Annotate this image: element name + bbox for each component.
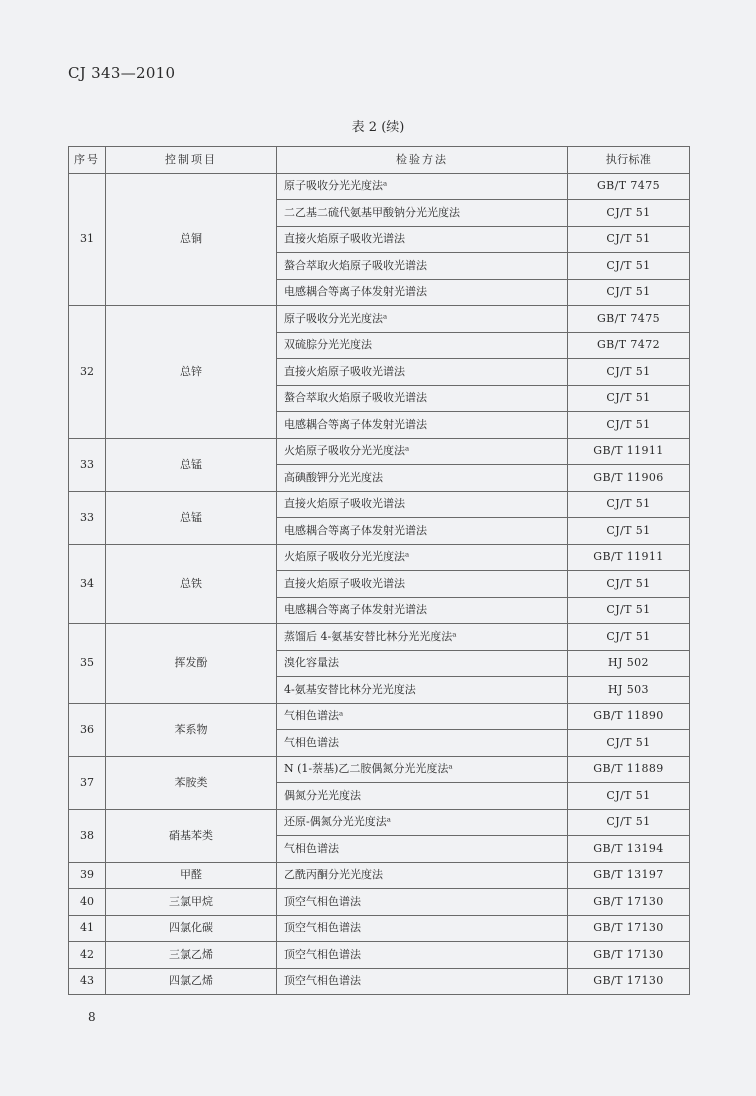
cell-standard: GB/T 7475 [568,173,690,200]
table-row [69,173,690,200]
cell-test-method: 气相色谱法 [277,730,568,757]
cell-number: 31 [69,173,106,306]
table-row [69,306,690,333]
cell-number: 42 [69,942,106,969]
table-row [69,703,690,730]
table-row [69,915,690,942]
column-header-item: 控制项目 [106,147,277,174]
table-header-row [69,147,690,174]
cell-control-item: 四氯化碳 [106,915,277,942]
cell-test-method: 直接火焰原子吸收光谱法 [277,491,568,518]
cell-standard: CJ/T 51 [568,226,690,253]
cell-standard: GB/T 13194 [568,836,690,863]
cell-control-item: 硝基苯类 [106,809,277,862]
cell-standard: CJ/T 51 [568,491,690,518]
cell-number: 39 [69,862,106,889]
table-row [69,624,690,651]
cell-number: 33 [69,491,106,544]
cell-standard: CJ/T 51 [568,597,690,624]
cell-test-method: 乙酰丙酮分光光度法 [277,862,568,889]
cell-test-method: 双硫腙分光光度法 [277,332,568,359]
cell-test-method: 顶空气相色谱法 [277,915,568,942]
cell-number: 41 [69,915,106,942]
cell-control-item: 三氯乙烯 [106,942,277,969]
cell-standard: HJ 503 [568,677,690,704]
cell-standard: GB/T 7475 [568,306,690,333]
cell-test-method: 火焰原子吸收分光光度法ᵃ [277,544,568,571]
table-title: 表 2 (续) [351,120,405,135]
cell-number: 35 [69,624,106,704]
cell-standard: CJ/T 51 [568,783,690,810]
table-row [69,968,690,995]
cell-test-method: 偶氮分光光度法 [277,783,568,810]
cell-test-method: 顶空气相色谱法 [277,968,568,995]
cell-test-method: 螯合萃取火焰原子吸收光谱法 [277,385,568,412]
cell-test-method: 直接火焰原子吸收光谱法 [277,226,568,253]
cell-standard: CJ/T 51 [568,518,690,545]
cell-standard: GB/T 13197 [568,862,690,889]
cell-test-method: 原子吸收分光光度法ᵃ [277,306,568,333]
cell-number: 43 [69,968,106,995]
cell-standard: GB/T 11911 [568,438,690,465]
cell-test-method: 顶空气相色谱法 [277,942,568,969]
column-header-no: 序号 [69,147,106,174]
table-row [69,862,690,889]
column-header-standard: 执行标准 [568,147,690,174]
cell-test-method: N (1-萘基)乙二胺偶氮分光光度法ᵃ [277,756,568,783]
cell-standard: CJ/T 51 [568,279,690,306]
cell-standard: CJ/T 51 [568,571,690,598]
cell-standard: GB/T 17130 [568,968,690,995]
cell-number: 34 [69,544,106,624]
cell-test-method: 二乙基二硫代氨基甲酸钠分光光度法 [277,200,568,227]
column-header-method: 检验方法 [277,147,568,174]
standards-table [68,146,690,995]
cell-standard: CJ/T 51 [568,730,690,757]
cell-number: 32 [69,306,106,439]
cell-number: 38 [69,809,106,862]
cell-test-method: 原子吸收分光光度法ᵃ [277,173,568,200]
cell-control-item: 总锰 [106,491,277,544]
table-row [69,942,690,969]
cell-control-item: 总铁 [106,544,277,624]
cell-standard: GB/T 17130 [568,942,690,969]
cell-test-method: 气相色谱法 [277,836,568,863]
cell-control-item: 总锰 [106,438,277,491]
cell-standard: CJ/T 51 [568,412,690,439]
cell-test-method: 顶空气相色谱法 [277,889,568,916]
cell-control-item: 苯胺类 [106,756,277,809]
cell-test-method: 电感耦合等离子体发射光谱法 [277,597,568,624]
cell-control-item: 挥发酚 [106,624,277,704]
cell-standard: GB/T 11911 [568,544,690,571]
cell-test-method: 电感耦合等离子体发射光谱法 [277,518,568,545]
cell-test-method: 溴化容量法 [277,650,568,677]
cell-number: 33 [69,438,106,491]
cell-control-item: 四氯乙烯 [106,968,277,995]
cell-control-item: 总铜 [106,173,277,306]
cell-standard: GB/T 17130 [568,889,690,916]
cell-standard: GB/T 11906 [568,465,690,492]
cell-test-method: 直接火焰原子吸收光谱法 [277,571,568,598]
cell-test-method: 螯合萃取火焰原子吸收光谱法 [277,253,568,280]
cell-test-method: 火焰原子吸收分光光度法ᵃ [277,438,568,465]
cell-test-method: 还原-偶氮分光光度法ᵃ [277,809,568,836]
cell-test-method: 高碘酸钾分光光度法 [277,465,568,492]
cell-test-method: 蒸馏后 4-氨基安替比林分光光度法ᵃ [277,624,568,651]
cell-standard: GB/T 7472 [568,332,690,359]
table-row [69,756,690,783]
cell-number: 36 [69,703,106,756]
table-row [69,889,690,916]
cell-control-item: 甲醛 [106,862,277,889]
table-row [69,491,690,518]
cell-test-method: 电感耦合等离子体发射光谱法 [277,279,568,306]
page-number: 8 [88,1010,96,1024]
cell-control-item: 三氯甲烷 [106,889,277,916]
table-row [69,809,690,836]
cell-test-method: 气相色谱法ᵃ [277,703,568,730]
table-row [69,544,690,571]
cell-standard: CJ/T 51 [568,200,690,227]
cell-control-item: 苯系物 [106,703,277,756]
cell-number: 37 [69,756,106,809]
cell-standard: HJ 502 [568,650,690,677]
document-code: CJ 343—2010 [68,64,176,82]
cell-test-method: 4-氨基安替比林分光光度法 [277,677,568,704]
table-body [69,173,690,995]
cell-standard: CJ/T 51 [568,809,690,836]
cell-standard: GB/T 11889 [568,756,690,783]
cell-standard: GB/T 17130 [568,915,690,942]
cell-standard: CJ/T 51 [568,359,690,386]
cell-standard: CJ/T 51 [568,624,690,651]
cell-standard: CJ/T 51 [568,385,690,412]
cell-standard: CJ/T 51 [568,253,690,280]
cell-standard: GB/T 11890 [568,703,690,730]
cell-test-method: 电感耦合等离子体发射光谱法 [277,412,568,439]
table-row [69,438,690,465]
cell-test-method: 直接火焰原子吸收光谱法 [277,359,568,386]
cell-control-item: 总锌 [106,306,277,439]
cell-number: 40 [69,889,106,916]
